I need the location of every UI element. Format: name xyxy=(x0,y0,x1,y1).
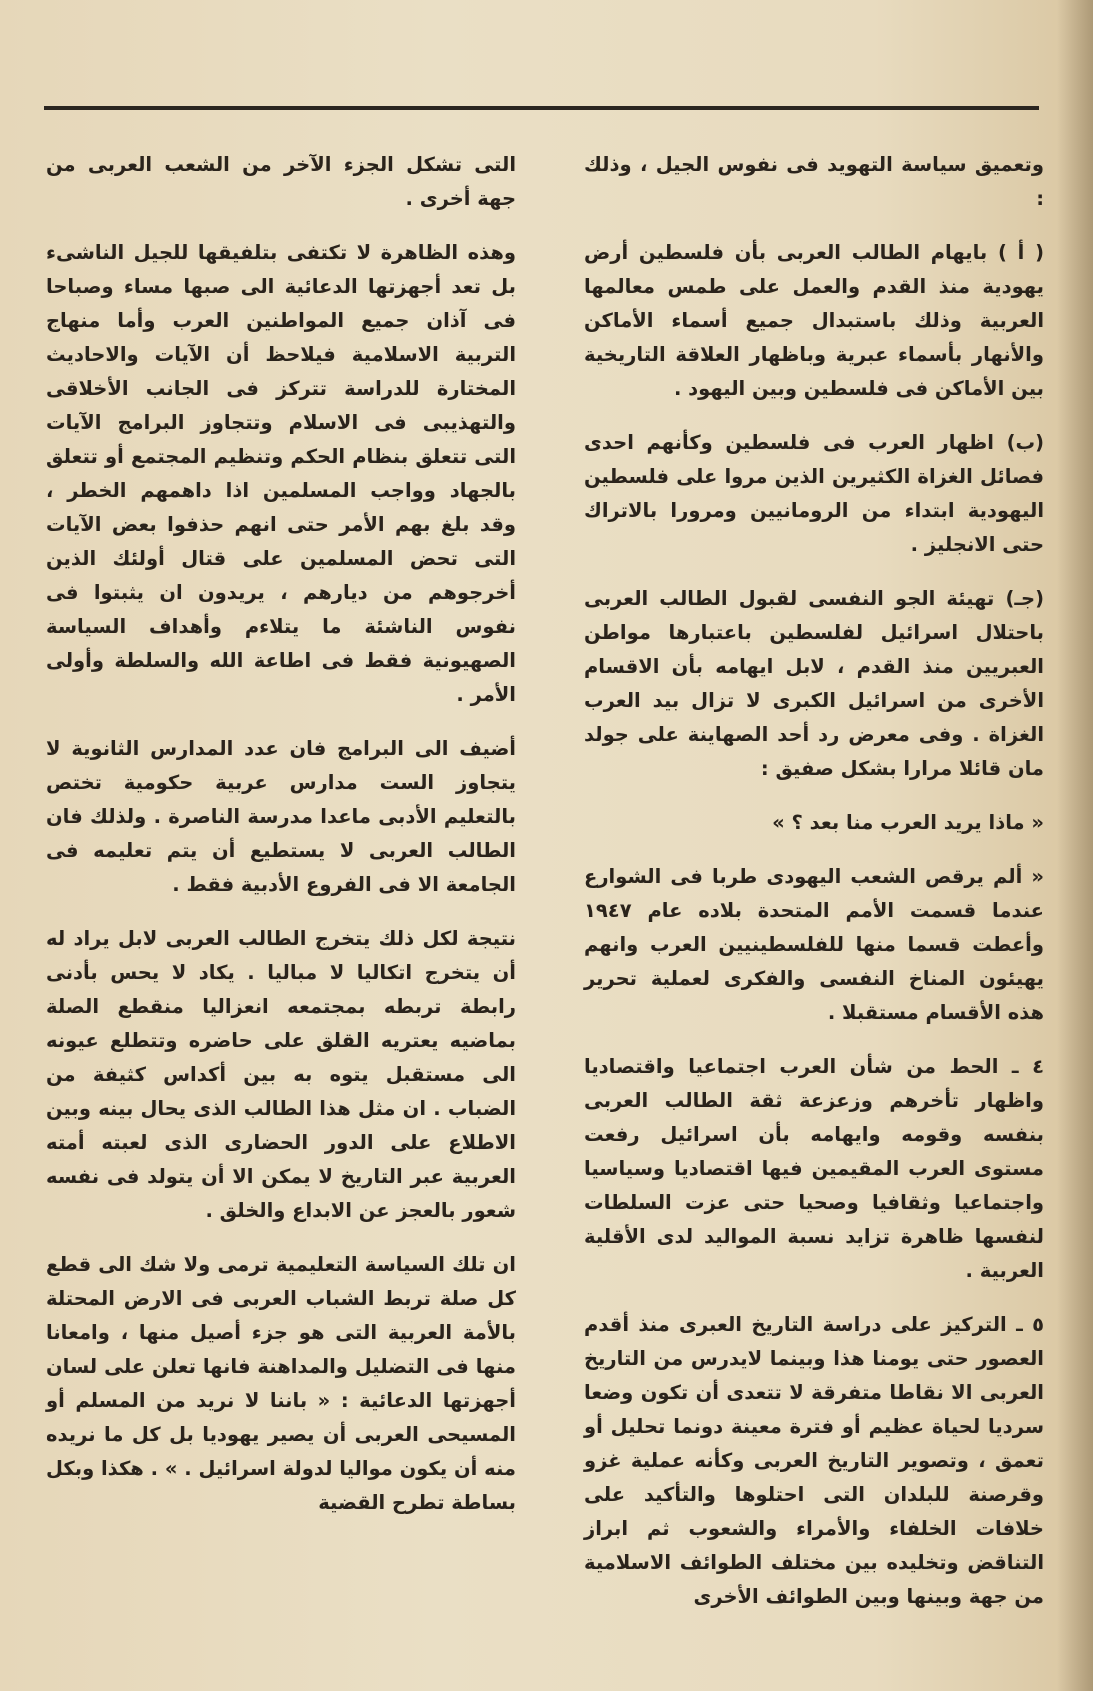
paragraph: (ب) اظهار العرب فى فلسطين وكأنهم احدى فصائل الغزاة الكثيرين الذين مروا على فلسطين اليهودية ابتداء من الرومانيين ومرورا بالاتراك حتى الانجليز . xyxy=(584,431,1044,556)
paragraph: التى تشكل الجزء الآخر من الشعب العربى من جهة أخرى . xyxy=(46,153,516,210)
paragraph: « ألم يرقص الشعب اليهودى طربا فى الشوارع عندما قسمت الأمم المتحدة بلاده عام ١٩٤٧ وأعطت قسما منها للفلسطينيين العرب وانهم يهيئون المناخ النفسى والفكرى لعملية تحرير هذه الأقسام مستقبلا . xyxy=(584,865,1044,1024)
right-column xyxy=(584,148,1044,1634)
paragraph: وهذه الظاهرة لا تكتفى بتلفيقها للجيل الناشىء بل تعد أجهزتها الدعائية الى صبها مساء وصباحا فى آذان جميع المواطنين العرب وأما منهاج التربية الاسلامية فيلاحظ أن الآيات والاحاديث المختارة للدراسة تتركز فى الجانب الأخلاقى والتهذيبى فى الاسلام وتتجاوز البرامج الآيات التى تتعلق بنظام الحكم وتنظيم المجتمع أو تتعلق بالجهاد وواجب المسلمين اذا داهمهم الخطر ، وقد بلغ بهم الأمر حتى انهم حذفوا بعض الآيات التى تحض المسلمين على قتال أولئك الذين أخرجوهم من ديارهم ، يريدون ان يثبتوا فى نفوس الناشئة ما يتلاءم وأهداف السياسة الصهيونية فقط فى اطاعة الله والسلطة وأولى الأمر . xyxy=(46,241,516,706)
page-edge-shadow xyxy=(1057,0,1093,1691)
paragraph: ان تلك السياسة التعليمية ترمى ولا شك الى قطع كل صلة تربط الشباب العربى فى الارض المحتلة بالأمة العربية التى هو جزء أصيل منها ، وامعانا منها فى التضليل والمداهنة فانها تعلن على لسان أجهزتها الدعائية : « باننا لا نريد من المسلم أو المسيحى العربى أن يصير يهوديا بل كل ما نريده منه أن يكون مواليا لدولة اسرائيل . » . هكذا وبكل بساطة تطرح القضية xyxy=(46,1253,516,1514)
paragraph: ٤ ـ الحط من شأن العرب اجتماعيا واقتصاديا واظهار تأخرهم وزعزعة ثقة الطالب العربى بنفسه وقومه وايهامه بأن اسرائيل رفعت مستوى العرب المقيمين فيها اقتصاديا وسياسيا واجتماعيا وثقافيا وصحيا حتى عزت السلطات لنفسها ظاهرة تزايد نسبة المواليد لدى الأقلية العربية . xyxy=(584,1055,1044,1282)
paragraph: « ماذا يريد العرب منا بعد ؟ » xyxy=(772,811,1044,834)
paragraph: ٥ ـ التركيز على دراسة التاريخ العبرى منذ أقدم العصور حتى يومنا هذا وبينما لايدرس من التاريخ العربى الا نقاطا متفرقة لا تتعدى أن تكون وضعا سرديا لحياة عظيم أو فترة معينة دونما تحليل أو تعمق ، وتصوير التاريخ العربى وكأنه عملية غزو وقرصنة للبلدان التى احتلوها والتأكيد على خلافات الخلفاء والأمراء والشعوب ثم ابراز التناقض وتخليده بين مختلف الطوائف الاسلامية من جهة وبينها وبين الطوائف الأخرى xyxy=(584,1313,1044,1608)
top-rule xyxy=(44,106,1039,110)
paragraph: ( أ ) بايهام الطالب العربى بأن فلسطين أرض يهودية منذ القدم والعمل على طمس معالمها العربية وذلك باستبدال جميع أسماء الأماكن والأنهار بأسماء عبرية وباظهار العلاقة التاريخية بين الأماكن فى فلسطين وبين اليهود . xyxy=(584,241,1044,400)
left-column xyxy=(46,148,516,1540)
paragraph: وتعميق سياسة التهويد فى نفوس الجيل ، وذلك : xyxy=(584,153,1044,210)
paragraph: نتيجة لكل ذلك يتخرج الطالب العربى لابل يراد له أن يتخرج اتكاليا لا مباليا . يكاد لا يحس بأدنى رابطة تربطه بمجتمعه انعزاليا منقطع الصلة بماضيه يعتريه القلق على حاضره وتتطلع عيونه الى مستقبل يتوه به بين أكداس كثيفة من الضباب . ان مثل هذا الطالب الذى يحال بينه وبين الاطلاع على الدور الحضارى الذى لعبته أمته العربية عبر التاريخ لا يمكن الا أن يتولد فى نفسه شعور بالعجز عن الابداع والخلق . xyxy=(46,927,516,1222)
paragraph: (جـ) تهيئة الجو النفسى لقبول الطالب العربى باحتلال اسرائيل لفلسطين باعتبارها مواطن العبريين منذ القدم ، لابل ايهامه بأن الاقسام الأخرى من اسرائيل الكبرى لا تزال بيد العرب الغزاة . وفى معرض رد أحد الصهاينة على جولد مان قائلا مرارا بشكل صفيق : xyxy=(584,587,1044,780)
paragraph: أضيف الى البرامج فان عدد المدارس الثانوية لا يتجاوز الست مدارس عربية حكومية تختص بالتعليم الأدبى ماعدا مدرسة الناصرة . ولذلك فان الطالب العربى لا يستطيع أن يتم تعليمه فى الجامعة الا فى الفروع الأدبية فقط . xyxy=(46,737,516,896)
